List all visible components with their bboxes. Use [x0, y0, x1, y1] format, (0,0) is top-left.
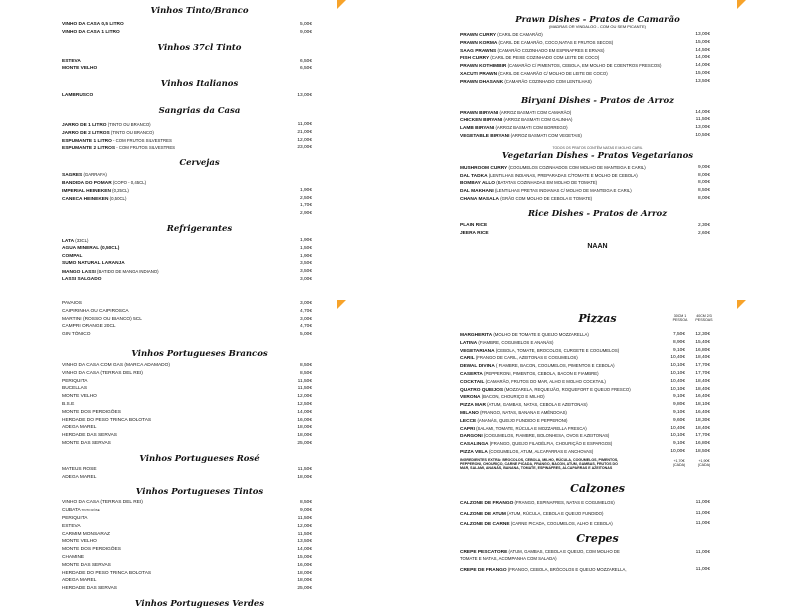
menu-item: IMPERIAL HEINEKEN (0,25CL) 1,90€ — [62, 187, 312, 194]
menu-page-drinks-1 — [62, 0, 337, 296]
menu-item: XACUTI PRAWN (CARIL DE CAMARÃO C/ MOLHO DE LEITE DE COCO) 15,00€ — [460, 70, 710, 77]
menu-item: CALZONE DE FRANGO (FRANGO, ESPINAFRES, NATAS E COGUMELOS) 11,00€ — [460, 499, 710, 506]
menu-item: PERIQUITA 11,50€ — [62, 515, 312, 521]
menu-item: MANGO LASSI (BATIDO DE MANGA INDIANO) 3,50€ — [62, 269, 312, 276]
section-title: Crepes — [576, 532, 619, 546]
menu-item: DARGONI (COGUMELOS, FIAMBRE, BOLONHESA, OVOS E AZEITONAS) 10,10€ 17,70€ — [460, 433, 710, 440]
menu-item: MONTE VELHO 13,50€ — [62, 539, 312, 545]
section-title: Pizzas — [578, 312, 617, 325]
section-title: Prawn Dishes - Pratos de Camarão — [515, 15, 680, 25]
menu-item: MONTE DAS SERVAS 16,00€ — [62, 562, 312, 568]
menu-item: 2,90€ — [299, 211, 312, 217]
section-title: Biryani Dishes - Pratos de Arroz — [521, 95, 674, 106]
menu-item: PIZZA VELA (COGUMELOS, ATUM, ALCAPARRAS E ANCHOVAS) 10,00€ 18,50€ — [460, 448, 710, 455]
menu-item: CANECA HEINEKEN (0,50CL) 2,50€ — [62, 195, 312, 202]
menu-item: QUATRO QUEIJOS (MOZZARELA, REQUEIJÃO, ROQUEFORT E QUEIJO FRESCO) 10,10€ 18,40€ — [460, 386, 710, 393]
menu-item: VERONA (BACON, CHOURIÇO E MILHO) 9,10€ 16,40€ — [460, 394, 710, 401]
menu-item: PRAWN DHASANK (CAMARÃO COZINHADO COM LENTILHAS) 13,50€ — [460, 78, 710, 85]
menu-item: CREPE DE FRANGO (FRANGO, CEBOLA, BRÓCOLOS E QUEIJO MOZZARELLA, 11,00€ — [460, 567, 710, 574]
menu-item: MARTINI (ROSSO OU BIANCO) 5CL 3,00€ — [62, 316, 312, 322]
menu-item: CUBATA TINTO RÓSE 9,00€ — [62, 508, 312, 514]
menu-item: JEERA RICE 2,60€ — [460, 230, 710, 236]
menu-item: CHAMINE 15,00€ — [62, 554, 312, 560]
menu-item: ESTEVA 12,00€ — [62, 523, 312, 529]
menu-item: JARRO DE 1 LITRO (TINTO OU BRANCO) 11,00€ — [62, 121, 312, 128]
menu-item: PRAWN KORMA (CARIL DE CAMARÃO, COCO,NATAS E FRUTOS SECOS) 15,00€ — [460, 39, 710, 46]
menu-item: PRAWN KOTHIMBIR (CAMARÃO C/ PIMENTOS, CEBOLA, EM MOLHO DE COENTROS FRESCOS) 14,00€ — [460, 63, 710, 70]
section-title: Calzones — [570, 481, 625, 495]
menu-item: MARGHERITA (MOLHO DE TOMATE E QUEIJO MOZZARELLA) 7,50€ 12,30€ — [460, 332, 710, 338]
menu-item: PRAWN CURRY (CARIL DE CAMARÃO) 13,00€ — [460, 32, 710, 38]
menu-item: ADEGA MAREL 18,00€ — [62, 425, 312, 431]
extra-price-30cm: +1,70€ (CADA) — [672, 458, 686, 467]
section-title: Refrigerantes — [166, 223, 233, 234]
section-title: Cervejas — [179, 158, 220, 169]
menu-item: CAMPRI ORANGE 20CL 4,70€ — [62, 324, 312, 330]
menu-item: MONTE DOS PERDIGÕES 14,00€ — [62, 547, 312, 553]
section-title: Rice Dishes - Pratos de Arroz — [527, 208, 668, 219]
menu-item: MATEUS ROSE 11,50€ — [62, 466, 312, 472]
page-corner-fold — [737, 0, 746, 9]
menu-item: PRAWN BIRYANI (ARROZ BASMATI COM CAMARÃO) 14,00€ — [460, 109, 710, 116]
menu-item: B.S.E 12,50€ — [62, 401, 312, 407]
menu-item: LASSI SALGADO 3,00€ — [62, 276, 312, 282]
menu-item: VEGETARIANA (CEBOLA, TOMATE, BROCOLOS, CURGETE E COGUMELOS) 9,10€ 16,80€ — [460, 347, 710, 354]
menu-item: DEWAL DIVINA ( FIAMBRE, BACON, COGUMELOS, PIMENTOS E CEBOLA) 10,10€ 17,70€ — [460, 363, 710, 370]
menu-item: HERDADE DO PESO TRINCA BOLOTAS 16,00€ — [62, 417, 312, 423]
section-title: Sangrias da Casa — [158, 105, 241, 116]
menu-item: DAL MAKHANI (LENTILHAS PRETAS INDIANAS C/ MOLHO DE MANTEIGA E CARIL) 8,50€ — [460, 188, 710, 195]
menu-page-drinks-2 — [62, 300, 337, 609]
menu-item: VEGETABLE BIRYANI (ARROZ BASMATI COM VEGETAIS) 10,50€ — [460, 132, 710, 139]
section-subtitle: (MADRAS OR VINDALOO - COM OU SEM PICANTE) — [549, 24, 646, 29]
menu-item: HERDADE DAS SERVAS 25,00€ — [62, 586, 312, 592]
page-corner-fold — [337, 0, 346, 9]
menu-item: MONTE DAS SERVAS 25,00€ — [62, 440, 312, 446]
menu-item: ADEGA MAREL 18,00€ — [62, 578, 312, 584]
menu-item: CHICKEN BIRYANI (ARROZ BASMATI COM GALINHA) 11,50€ — [460, 117, 710, 124]
menu-item: SAAG PRAWNS (CAMARÃO COZINHADO EM ESPINAFRES E ERVAS) 14,50€ — [460, 47, 710, 54]
section-title: NAAN — [587, 243, 608, 251]
menu-item: VINHO DA CASA 0,5 LITRO 5,00€ — [62, 22, 312, 27]
menu-item: CARMIM MONSARAZ 11,50€ — [62, 531, 312, 537]
menu-item: CASERTA (PEPPERONI, PIMENTOS, CEBOLA, BACON E FIAMBRE) 10,10€ 17,70€ — [460, 370, 710, 377]
extra-price-40cm: +1,90€ (CADA) — [697, 458, 711, 467]
menu-item: LAMB BIRYANI (ARROZ BASMATI COM BORREGO) 13,00€ — [460, 125, 710, 132]
menu-item: COCKTAIL (CAMARÃO, FRUTOS DO MAR, ALHO E MOLHO COCKTAIL) 10,40€ 18,40€ — [460, 378, 710, 385]
menu-item: CREPE PESCATORE (ATUM, GAMBAS, CEBOLA E QUEIJO, COM MOLHO DE TOMATE E NATAS, ACOMPANHA COM SALADA) 11,00€ — [460, 549, 710, 562]
section-title: Vinhos Portugueses Brancos — [131, 348, 268, 359]
menu-item: ESPUMANTE 2 LITROS - COM FRUTOS SILVESTRES 23,00€ — [62, 145, 312, 152]
menu-item: ADEGA MAREL 18,00€ — [62, 474, 312, 480]
menu-item: PAVAIOS 3,00€ — [62, 301, 312, 306]
menu-item: HERDADE DO PESO TRINCA BOLOTAS 18,00€ — [62, 570, 312, 576]
pizza-extras — [460, 458, 735, 478]
menu-item: MILANO (FRANGO, NATAS, BANANA E AMÊNDOAS) 9,10€ 16,40€ — [460, 409, 710, 416]
menu-item: LECCE (ANANÁS, QUEIJO FUNDIDO E PEPPERONI) 9,60€ 18,30€ — [460, 417, 710, 424]
dishes-note: TODOS OS PRATOS CONTÊM NATAS E MOLHO CARIL — [552, 145, 643, 150]
menu-page-indian-dishes — [460, 0, 735, 296]
menu-item: PLAIN RICE 2,30€ — [460, 222, 710, 228]
column-header-30cm: 30CM 1 PESSOA — [672, 314, 688, 322]
section-title: Vinhos Portugueses Rosé — [139, 453, 260, 464]
menu-item: JARRO DE 2 LITROS (TINTO OU BRANCO) 21,00€ — [62, 129, 312, 136]
menu-item: LATA (33CL) 1,90€ — [62, 237, 312, 244]
section-title: Vinhos Portugueses Verdes — [134, 598, 265, 609]
section-title: Vinhos Portugueses Tintos — [135, 487, 264, 498]
column-header-40cm: 40CM 2/3 PESSOAS — [695, 314, 713, 322]
section-title: Vinhos 37cl Tinto — [157, 42, 242, 53]
menu-item: MONTE DOS PERDIGÕES 14,00€ — [62, 409, 312, 415]
menu-item: CARIL (FRANGO DE CARIL, AZEITONAS E COGUMELOS) 10,40€ 18,40€ — [460, 355, 710, 362]
menu-item: CASALINGA (FRANGO, QUEIJO FILADÉLFIA, CHOURIÇÃO E ESPARGOS) 9,10€ 16,80€ — [460, 441, 710, 448]
menu-item: VINHO DA CASA 1 LITRO 9,00€ — [62, 29, 312, 35]
menu-item: CALZONE DE CARNE (CARNE PICADA, COGUMELOS, ALHO E CEBOLA) 11,00€ — [460, 521, 710, 528]
menu-item: HERDADE DAS SERVAS 18,00€ — [62, 433, 312, 439]
menu-item: LAMBRUSCO 13,00€ — [62, 93, 312, 99]
menu-item: PIZZA MAR (ATUM, GAMBAS, NATAS, CEBOLA E AZEITONAS) 9,80€ 18,10€ — [460, 402, 710, 409]
menu-item: DAL TADKA (LENTILHAS INDIANAS, PREPARADAS C/TOMATE E MOLHO DE CEBOLA) 8,00€ — [460, 172, 710, 179]
menu-item: AGUA MINERAL (0,50CL) 1,50€ — [62, 245, 312, 251]
menu-item: MUSHROOM CURRY (COGUMELOS COZINHADOS COM MOLHO DE MANTEIGA E CARIL) 9,00€ — [460, 164, 710, 171]
menu-item: PERIQUITA 11,50€ — [62, 378, 312, 384]
section-title: Vinhos Tinto/Branco — [150, 6, 249, 16]
section-title: Vegetarian Dishes - Pratos Vegetarianos — [501, 150, 694, 161]
menu-item: BOMBAY ALLO (BATATAS COZINHADAS EM MOLHO DE TOMATE) 8,00€ — [460, 180, 710, 187]
menu-item: BUCELLAS 11,50€ — [62, 386, 312, 392]
menu-page-pizzas — [460, 300, 735, 600]
menu-item: SAGRES (GARRAFA) — [62, 172, 107, 179]
menu-item: VINHO DA CASA (TERRAS DEL REI) 8,50€ — [62, 500, 312, 506]
menu-item: BANDIDA DO POMAR (COPO - 0,45CL) — [62, 179, 147, 186]
menu-item: CHANA MASALA (GRÃO COM MOLHO DE CEBOLA E TOMATE) 8,00€ — [460, 195, 710, 202]
section-title: Vinhos Italianos — [160, 79, 239, 90]
menu-item: VINHO DA CASA COM GAS (MARCA ADAMADO) 8,50€ — [62, 362, 312, 368]
menu-item: CALZONE DE ATUM (ATUM, RÚCULA, CEBOLA E QUEIJO FUNDIDO) 11,00€ — [460, 510, 710, 517]
menu-item: COMPAL 1,90€ — [62, 253, 312, 259]
extras-text: INGREDIENTES EXTRA: BROCOLOS, CEBOLA, MILHO, RÚCULA, COGUMELOS, PIMENTOS, PEPPERONI, CHOURIÇO, CARNE PICADA, FRANGO, BACON, ATUM, GAMBAS, FRUTOS DO MAR, SALAMI, ANANÁS, BANANA, TOMATE, ESPINAFRES, ALCAPARRAS E AZEITONAS — [460, 457, 619, 470]
menu-item: 1,70€ — [299, 203, 312, 209]
page-corner-fold — [737, 300, 746, 309]
menu-item: FISH CURRY (CARIL DE PEIXE COZINHADO COM LEITE DE COCO) 14,00€ — [460, 55, 710, 62]
menu-item: GIN TÓNICO 5,00€ — [62, 332, 312, 338]
page-corner-fold — [337, 300, 346, 309]
menu-item: ESPUMANTE 1 LITRO - COM FRUTOS SILVESTRES 12,00€ — [62, 137, 312, 144]
menu-item: CAIPIRINHA OU CAIPIROSCA 4,70€ — [62, 308, 312, 314]
menu-item: MONTE VELHO 6,50€ — [62, 66, 312, 72]
menu-item: MONTE VELHO 12,00€ — [62, 394, 312, 400]
menu-item: SUMO NATURAL LARANJA 3,50€ — [62, 261, 312, 267]
menu-item: CAPRI (SALAMI, TOMATE, RÚCULA E MOZZARELLA FRESCA) 10,40€ 18,40€ — [460, 425, 710, 432]
menu-item: ESTEVA 6,50€ — [62, 58, 312, 64]
menu-item: LATINA (FIAMBRE, COGUMELOS E ANANÁS) 8,90€ 15,40€ — [460, 339, 710, 346]
menu-item: VINHO DA CASA (TERRAS DEL REI) 8,50€ — [62, 370, 312, 376]
